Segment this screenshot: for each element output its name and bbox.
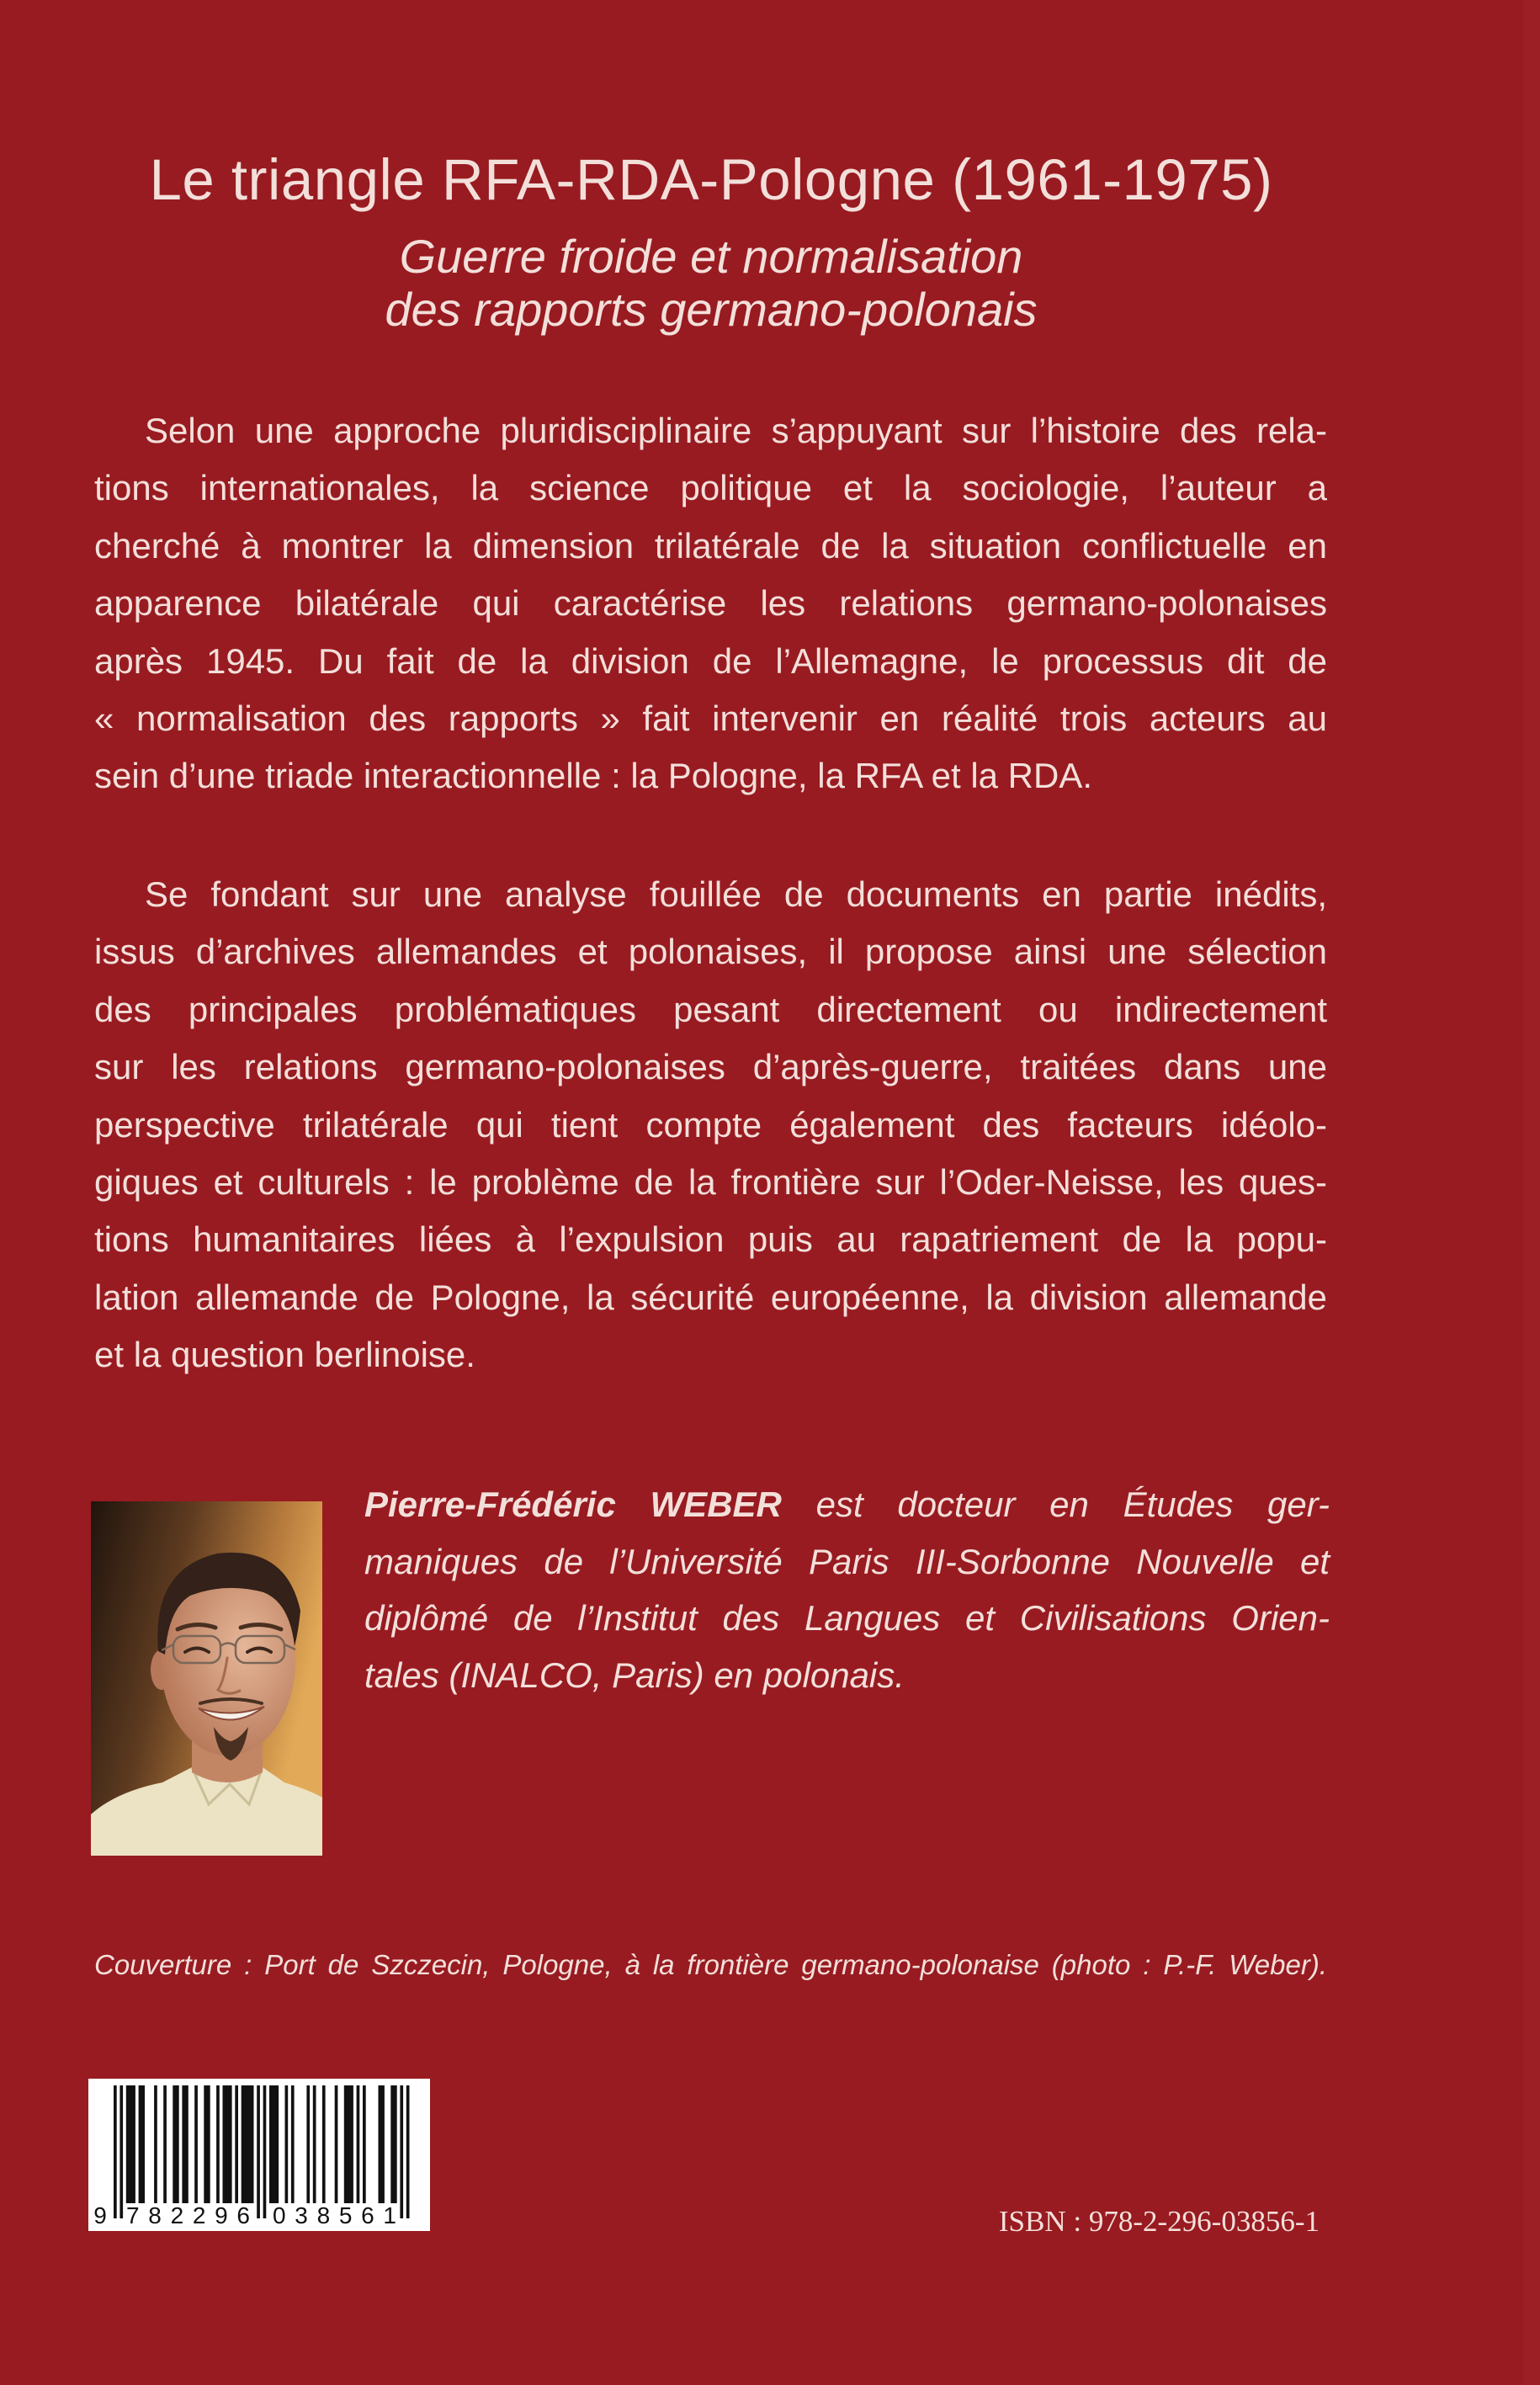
barcode-bar [363, 2085, 366, 2203]
author-bio-text: est docteur en Études ger- [815, 1485, 1330, 1524]
barcode-guard-bar [263, 2085, 267, 2218]
summary-line: cherché à montrer la dimension trilatérale de la situation conflictuelle en [94, 525, 1327, 566]
author-photo [91, 1501, 322, 1856]
summary-line: tions humanitaires liées à l’expulsion puis au rapatriement de la popu- [94, 1219, 1327, 1260]
barcode-bar [269, 2085, 279, 2203]
barcode-bar [322, 2085, 326, 2203]
barcode-bar [335, 2085, 338, 2203]
barcode-bar [154, 2085, 157, 2203]
summary-line: lation allemande de Pologne, la sécurité européenne, la division allemande [94, 1277, 1327, 1317]
barcode-bar [344, 2085, 353, 2203]
author-bio-line [364, 1476, 1330, 1533]
summary-line: Se fondant sur une analyse fouillée de documents en partie inédits, [145, 874, 1327, 914]
cover-edge-strip [1523, 0, 1540, 2385]
barcode-right-digits: 038561 [273, 2202, 396, 2228]
barcode-bar [126, 2085, 135, 2203]
barcode-guard-bar [114, 2085, 117, 2218]
author-bio [364, 1476, 1330, 1703]
isbn-number: ISBN : 978-2-296-03856-1 [998, 2205, 1320, 2238]
barcode [88, 2079, 430, 2231]
barcode-bar [139, 2085, 145, 2203]
barcode-bar [163, 2085, 167, 2203]
author-bio-line: tales (INALCO, Paris) en polonais. [364, 1655, 905, 1695]
summary-line: « normalisation des rapports » fait intervenir en réalité trois acteurs au [94, 698, 1327, 738]
author-bio-line: maniques de l’Université Paris III-Sorbonne Nouvelle et [364, 1541, 1330, 1581]
summary-line: sur les relations germano-polonaises d’après-guerre, traitées dans une [94, 1047, 1327, 1087]
barcode-leading-digit: 9 [93, 2202, 107, 2228]
summary-line: perspective trilatérale qui tient compte également des facteurs idéolo- [94, 1104, 1327, 1145]
barcode-bar [291, 2085, 295, 2203]
barcode-guard-bar [257, 2085, 260, 2218]
summary-paragraph-2 [94, 866, 1327, 1384]
summary-line: issus d’archives allemandes et polonaises, il propose ainsi une sélection [94, 932, 1327, 972]
book-subtitle [94, 230, 1328, 336]
barcode-guard-bar [119, 2085, 123, 2218]
book-subtitle-line: Guerre froide et normalisation [399, 230, 1023, 283]
summary-line: Selon une approche pluridisciplinaire s’appuyant sur l’histoire des rela- [145, 411, 1327, 450]
barcode-bar [173, 2085, 178, 2203]
cover-credit: Couverture : Port de Szczecin, Pologne, à la frontière germano-polonaise (photo : P.-F. Weber). [94, 1949, 1327, 1980]
book-subtitle-line: des rapports germano-polonais [385, 283, 1038, 336]
barcode-bar [182, 2085, 188, 2203]
barcode-bars [88, 2079, 430, 2231]
barcode-bar [216, 2085, 220, 2203]
barcode-bar [379, 2085, 385, 2203]
barcode-bar [285, 2085, 289, 2203]
barcode-guard-bar [400, 2085, 403, 2218]
summary-line: après 1945. Du fait de la division de l’Allemagne, le processus dit de [94, 640, 1327, 681]
summary-line: giques et culturels : le problème de la frontière sur l’Oder-Neisse, les ques- [94, 1161, 1327, 1202]
barcode-bar [390, 2085, 396, 2203]
author-bio-line: diplômé de l’Institut des Langues et Civilisations Orien- [364, 1598, 1330, 1639]
barcode-bar [223, 2085, 232, 2203]
author-name: Pierre-Frédéric WEBER [364, 1485, 782, 1524]
barcode-bar [306, 2085, 310, 2203]
summary-line: sein d’une triade interactionnelle : la Pologne, la RFA et la RDA. [94, 756, 1093, 796]
barcode-guard-bar [406, 2085, 410, 2218]
barcode-bar [242, 2085, 254, 2203]
barcode-bar [204, 2085, 210, 2203]
summary-line: des principales problématiques pesant directement ou indirectement [94, 989, 1327, 1029]
barcode-bar [194, 2085, 198, 2203]
barcode-bar [235, 2085, 238, 2203]
barcode-bar-group [114, 2085, 410, 2218]
summary-line: tions internationales, la science politique et la sociologie, l’auteur a [94, 468, 1327, 508]
barcode-bar [357, 2085, 360, 2203]
barcode-left-digits: 782296 [126, 2202, 250, 2228]
summary-line: et la question berlinoise. [94, 1335, 475, 1375]
summary-paragraph-1 [94, 402, 1327, 805]
book-title: Le triangle RFA-RDA-Pologne (1961-1975) [149, 147, 1273, 212]
barcode-bar [313, 2085, 316, 2203]
summary-line: apparence bilatérale qui caractérise les relations germano-polonaises [94, 583, 1327, 624]
